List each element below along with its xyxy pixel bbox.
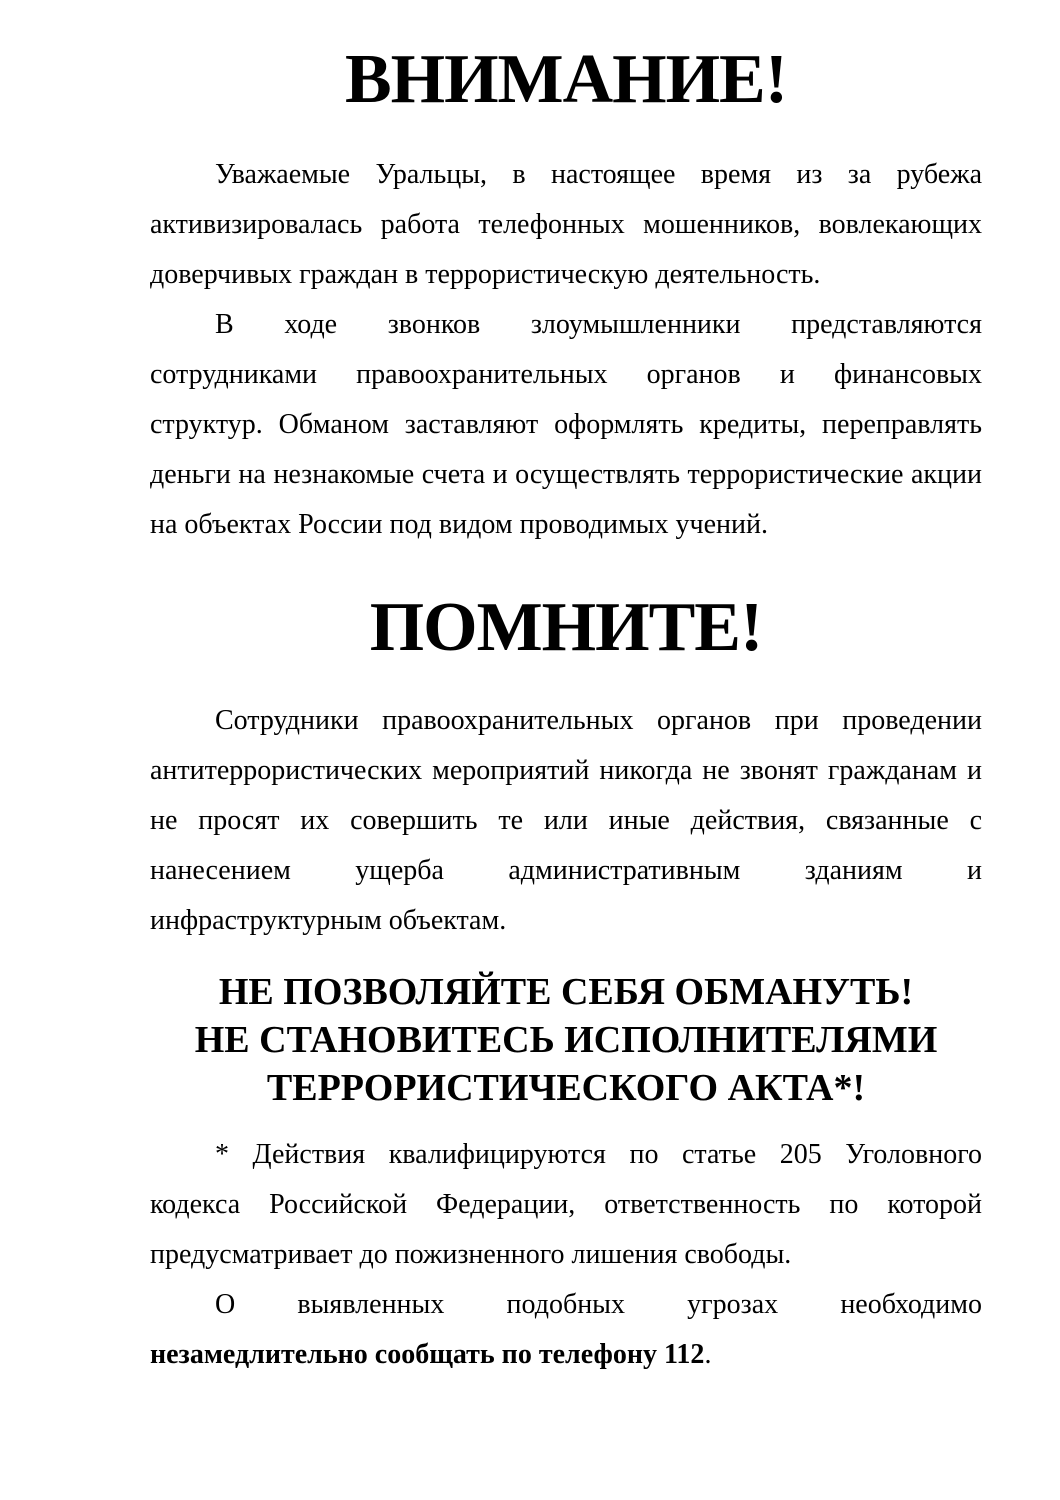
- paragraph-line: Сотрудники правоохранительных органов при проведении: [215, 705, 982, 736]
- paragraph-intro: [150, 150, 982, 300]
- paragraph-line: кодекса Российской Федерации, ответственность по которой: [150, 1189, 982, 1220]
- warning-line: НЕ СТАНОВИТЕСЬ ИСПОЛНИТЕЛЯМИ: [194, 1019, 938, 1061]
- paragraph-scheme: [150, 300, 982, 550]
- paragraph-line: предусматривает до пожизненного лишения свободы.: [150, 1239, 792, 1270]
- warning-line: ТЕРРОРИСТИЧЕСКОГО АКТА*!: [266, 1067, 866, 1109]
- paragraph-line: Уважаемые Уральцы, в настоящее время из за рубежа: [215, 159, 982, 190]
- warning-block: [150, 968, 982, 1112]
- paragraph-line: сотрудниками правоохранительных органов и финансовых: [150, 359, 982, 390]
- paragraph-line: нанесением ущерба административным зданиям и: [150, 855, 982, 886]
- heading-attention: ВНИМАНИЕ!: [344, 41, 788, 118]
- document-content: [150, 0, 982, 1380]
- paragraph-line: доверчивых граждан в террористическую деятельность.: [150, 259, 821, 290]
- paragraph-line: деньги на незнакомые счета и осуществлять террористические акции: [150, 459, 982, 490]
- paragraph-line: инфраструктурным объектам.: [150, 905, 507, 936]
- plain-text: .: [704, 1339, 712, 1370]
- paragraph-rules: [150, 696, 982, 946]
- bold-text: незамедлительно сообщать по телефону 112: [150, 1339, 705, 1370]
- paragraph-line: [150, 1330, 982, 1380]
- paragraph-report: [150, 1280, 982, 1380]
- paragraph-line: * Действия квалифицируются по статье 205 Уголовного: [215, 1139, 982, 1170]
- paragraph-line: структур. Обманом заставляют оформлять кредиты, переправлять: [150, 409, 982, 440]
- paragraph-line: на объектах России под видом проводимых учений.: [150, 509, 768, 540]
- paragraph-line: активизировалась работа телефонных мошенников, вовлекающих: [150, 209, 982, 240]
- paragraph-line: антитеррористических мероприятий никогда не звонят гражданам и: [150, 755, 982, 786]
- paragraph-line: О выявленных подобных угрозах необходимо: [215, 1289, 982, 1320]
- warning-line: НЕ ПОЗВОЛЯЙТЕ СЕБЯ ОБМАНУТЬ!: [218, 971, 914, 1013]
- heading-remember: ПОМНИТЕ!: [369, 589, 763, 666]
- paragraph-line: не просят их совершить те или иные действия, связанные с: [150, 805, 982, 836]
- paragraph-line: В ходе звонков злоумышленники представляются: [215, 309, 982, 340]
- paragraph-footnote: [150, 1130, 982, 1280]
